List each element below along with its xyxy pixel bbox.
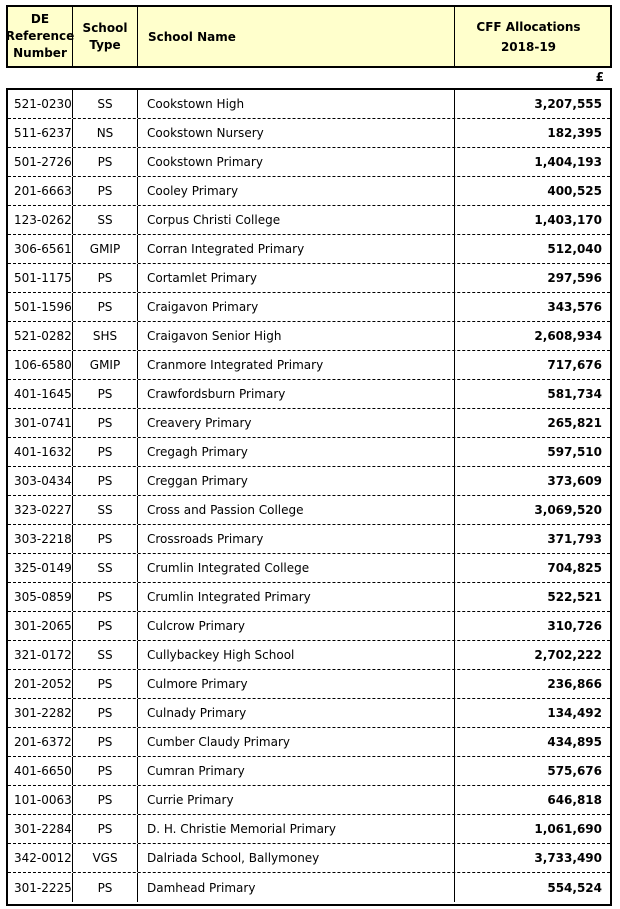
reference-number-cell: 301-2282	[8, 699, 73, 727]
header-school-type: School Type	[73, 7, 138, 66]
reference-number-cell: 511-6237	[8, 119, 73, 147]
table-header	[6, 5, 612, 68]
reference-number-cell: 301-0741	[8, 409, 73, 437]
table-row	[8, 641, 610, 670]
table-row	[8, 757, 610, 786]
school-name-cell: Cumran Primary	[138, 757, 455, 785]
table-row	[8, 351, 610, 380]
reference-number-cell: 201-6663	[8, 177, 73, 205]
reference-number-cell: 106-6580	[8, 351, 73, 379]
reference-number-cell: 321-0172	[8, 641, 73, 669]
school-name-cell: Culnady Primary	[138, 699, 455, 727]
allocation-cell: 554,524	[547, 880, 602, 895]
school-type-cell: PS	[73, 699, 138, 727]
reference-number-cell: 101-0063	[8, 786, 73, 814]
school-type-cell: PS	[73, 873, 138, 902]
reference-number-cell: 501-2726	[8, 148, 73, 176]
reference-number-cell: 323-0227	[8, 496, 73, 524]
school-type-cell: PS	[73, 525, 138, 553]
school-type-cell: GMIP	[73, 235, 138, 263]
reference-number-cell: 201-6372	[8, 728, 73, 756]
school-name-cell: Crumlin Integrated College	[138, 554, 455, 582]
school-type-cell: SS	[73, 90, 138, 118]
school-name-cell: D. H. Christie Memorial Primary	[138, 815, 455, 843]
header-cff-allocations	[455, 7, 610, 66]
school-type-cell: PS	[73, 409, 138, 437]
allocation-cell: 134,492	[547, 706, 602, 721]
reference-number-cell: 301-2225	[8, 873, 73, 902]
allocation-cell: 1,403,170	[534, 213, 602, 228]
school-type-cell: PS	[73, 264, 138, 292]
reference-number-cell: 201-2052	[8, 670, 73, 698]
reference-number-cell: 306-6561	[8, 235, 73, 263]
school-name-cell: Crossroads Primary	[138, 525, 455, 553]
reference-number-cell: 305-0859	[8, 583, 73, 611]
allocation-cell: 575,676	[547, 764, 602, 779]
reference-number-cell: 401-1645	[8, 380, 73, 408]
reference-number-cell: 521-0230	[8, 90, 73, 118]
school-name-cell: Cranmore Integrated Primary	[138, 351, 455, 379]
currency-unit: £	[595, 70, 604, 84]
school-type-cell: SS	[73, 206, 138, 234]
table-row	[8, 293, 610, 322]
allocation-cell: 522,521	[547, 590, 602, 605]
reference-number-cell: 303-0434	[8, 467, 73, 495]
school-name-cell: Corran Integrated Primary	[138, 235, 455, 263]
school-name-cell: Dalriada School, Ballymoney	[138, 844, 455, 872]
allocation-cell: 717,676	[547, 358, 602, 373]
allocation-cell: 704,825	[547, 561, 602, 576]
table-row	[8, 438, 610, 467]
school-name-cell: Craigavon Primary	[138, 293, 455, 321]
table-row	[8, 496, 610, 525]
reference-number-cell: 325-0149	[8, 554, 73, 582]
allocation-cell: 3,733,490	[534, 851, 602, 866]
school-type-cell: SS	[73, 641, 138, 669]
school-name-cell: Cortamlet Primary	[138, 264, 455, 292]
table-row	[8, 699, 610, 728]
allocation-cell: 597,510	[547, 445, 602, 460]
school-name-cell: Craigavon Senior High	[138, 322, 455, 350]
school-type-cell: PS	[73, 728, 138, 756]
table-row	[8, 206, 610, 235]
school-name-cell: Culmore Primary	[138, 670, 455, 698]
allocation-cell: 297,596	[547, 271, 602, 286]
allocation-cell: 2,608,934	[534, 329, 602, 344]
school-name-cell: Cookstown Primary	[138, 148, 455, 176]
table-row	[8, 844, 610, 873]
allocation-cell: 265,821	[547, 416, 602, 431]
table-row	[8, 322, 610, 351]
allocation-cell: 400,525	[547, 184, 602, 199]
table-row	[8, 119, 610, 148]
school-type-cell: PS	[73, 438, 138, 466]
school-name-cell: Culcrow Primary	[138, 612, 455, 640]
school-type-cell: SS	[73, 554, 138, 582]
table-row	[8, 583, 610, 612]
school-type-cell: PS	[73, 583, 138, 611]
school-type-cell: PS	[73, 177, 138, 205]
allocations-table	[6, 88, 612, 906]
allocation-cell: 371,793	[547, 532, 602, 547]
allocation-cell: 3,207,555	[534, 97, 602, 111]
header-alloc-title: CFF Allocations	[476, 19, 581, 34]
table-row	[8, 670, 610, 699]
allocation-cell: 1,404,193	[534, 155, 602, 170]
reference-number-cell: 501-1596	[8, 293, 73, 321]
reference-number-cell: 521-0282	[8, 322, 73, 350]
reference-number-cell: 501-1175	[8, 264, 73, 292]
school-name-cell: Cookstown High	[138, 90, 455, 118]
allocation-cell: 236,866	[547, 677, 602, 692]
school-name-cell: Currie Primary	[138, 786, 455, 814]
reference-number-cell: 342-0012	[8, 844, 73, 872]
table-row	[8, 728, 610, 757]
school-type-cell: SS	[73, 496, 138, 524]
school-type-cell: PS	[73, 786, 138, 814]
school-name-cell: Crawfordsburn Primary	[138, 380, 455, 408]
reference-number-cell: 301-2065	[8, 612, 73, 640]
reference-number-cell: 301-2284	[8, 815, 73, 843]
table-row	[8, 177, 610, 206]
allocation-cell: 310,726	[547, 619, 602, 634]
allocation-cell: 182,395	[547, 126, 602, 141]
table-row	[8, 612, 610, 641]
school-name-cell: Creggan Primary	[138, 467, 455, 495]
school-type-cell: PS	[73, 467, 138, 495]
table-row	[8, 554, 610, 583]
school-type-cell: SHS	[73, 322, 138, 350]
table-row	[8, 467, 610, 496]
table-row	[8, 235, 610, 264]
school-name-cell: Creavery Primary	[138, 409, 455, 437]
allocation-cell: 434,895	[547, 735, 602, 750]
table-row	[8, 264, 610, 293]
allocation-cell: 581,734	[547, 387, 602, 402]
school-type-cell: PS	[73, 815, 138, 843]
school-name-cell: Cumber Claudy Primary	[138, 728, 455, 756]
school-type-cell: PS	[73, 380, 138, 408]
allocation-cell: 343,576	[547, 300, 602, 315]
reference-number-cell: 401-1632	[8, 438, 73, 466]
school-name-cell: Corpus Christi College	[138, 206, 455, 234]
table-row	[8, 815, 610, 844]
school-name-cell: Cregagh Primary	[138, 438, 455, 466]
allocation-cell: 1,061,690	[534, 822, 602, 837]
table-row	[8, 148, 610, 177]
allocation-cell: 2,702,222	[534, 648, 602, 663]
school-name-cell: Cullybackey High School	[138, 641, 455, 669]
table-row	[8, 873, 610, 902]
allocation-cell: 646,818	[547, 793, 602, 808]
reference-number-cell: 123-0262	[8, 206, 73, 234]
table-row	[8, 409, 610, 438]
reference-number-cell: 401-6650	[8, 757, 73, 785]
table-row	[8, 786, 610, 815]
school-name-cell: Cookstown Nursery	[138, 119, 455, 147]
school-type-cell: PS	[73, 670, 138, 698]
school-type-cell: PS	[73, 293, 138, 321]
school-name-cell: Cross and Passion College	[138, 496, 455, 524]
school-name-cell: Cooley Primary	[138, 177, 455, 205]
school-type-cell: NS	[73, 119, 138, 147]
table-row	[8, 380, 610, 409]
header-school-name: School Name	[138, 7, 455, 66]
school-type-cell: PS	[73, 148, 138, 176]
school-name-cell: Crumlin Integrated Primary	[138, 583, 455, 611]
allocation-cell: 3,069,520	[534, 503, 602, 518]
table-row	[8, 90, 610, 119]
allocation-cell: 512,040	[547, 242, 602, 257]
header-alloc-year: 2018-19	[500, 39, 557, 54]
school-type-cell: PS	[73, 757, 138, 785]
school-type-cell: GMIP	[73, 351, 138, 379]
school-type-cell: PS	[73, 612, 138, 640]
school-name-cell: Damhead Primary	[138, 873, 455, 902]
allocation-cell: 373,609	[547, 474, 602, 489]
school-type-cell: VGS	[73, 844, 138, 872]
reference-number-cell: 303-2218	[8, 525, 73, 553]
header-reference-number: DE Reference Number	[8, 7, 73, 66]
table-row	[8, 525, 610, 554]
